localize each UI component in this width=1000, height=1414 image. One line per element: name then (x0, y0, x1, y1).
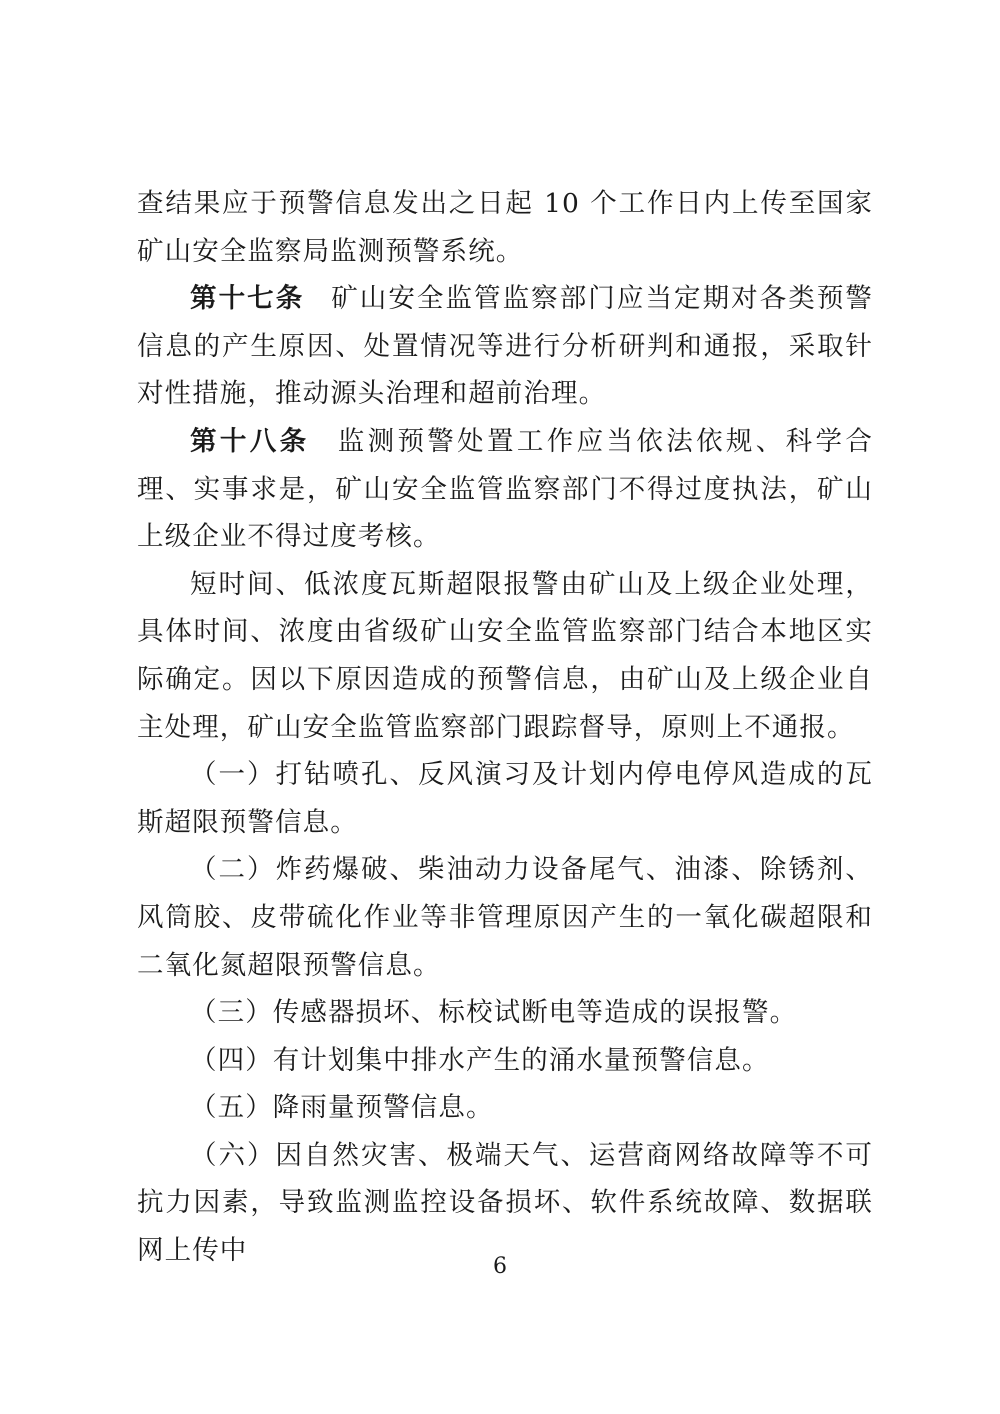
list-item-text: （三）传感器损坏、标校试断电等造成的误报警。 (190, 997, 798, 1029)
article-number: 第十八条 (190, 425, 310, 457)
page-number: 6 (493, 1254, 507, 1279)
list-item-3 (137, 989, 873, 1037)
list-item-text: （六）因自然灾害、极端天气、运营商网络故障等不可抗力因素，导致监测监控设备损坏、软件系统故障、数据联网上传中 (137, 1139, 873, 1267)
list-item-4 (137, 1037, 873, 1085)
list-item-text: （二）炸药爆破、柴油动力设备尾气、油漆、除锈剂、风筒胶、皮带硫化作业等非管理原因产生的一氧化碳超限和二氧化氮超限预警信息。 (137, 854, 873, 981)
paragraph-text: 查结果应于预警信息发出之日起 10 个工作日内上传至国家矿山安全监察局监测预警系统。 (137, 188, 873, 267)
list-item-text: （五）降雨量预警信息。 (190, 1092, 494, 1124)
article-number: 第十七条 (190, 283, 305, 315)
list-item-2 (137, 846, 873, 989)
list-item-5 (137, 1084, 873, 1132)
document-body (137, 180, 873, 1275)
list-item-text: （一）打钻喷孔、反风演习及计划内停电停风造成的瓦斯超限预警信息。 (137, 759, 873, 838)
article-17 (137, 275, 873, 418)
paragraph-gas-alarm (137, 561, 873, 751)
list-item-text: （四）有计划集中排水产生的涌水量预警信息。 (190, 1044, 770, 1076)
paragraph-continuation (137, 180, 873, 275)
paragraph-text: 短时间、低浓度瓦斯超限报警由矿山及上级企业处理，具体时间、浓度由省级矿山安全监管监察部门结合本地区实际确定。因以下原因造成的预警信息，由矿山及上级企业自主处理，矿山安全监管监察部门跟踪督导，原则上不通报。 (137, 568, 873, 743)
paragraph-text: 监测预警处置工作应当依法依规、科学合理、实事求是，矿山安全监管监察部门不得过度执法，矿山上级企业不得过度考核。 (137, 425, 873, 553)
list-item-1 (137, 751, 873, 846)
paragraph-text: 矿山安全监管监察部门应当定期对各类预警信息的产生原因、处置情况等进行分析研判和通报，采取针对性措施，推动源头治理和超前治理。 (137, 283, 873, 410)
article-18 (137, 418, 873, 561)
